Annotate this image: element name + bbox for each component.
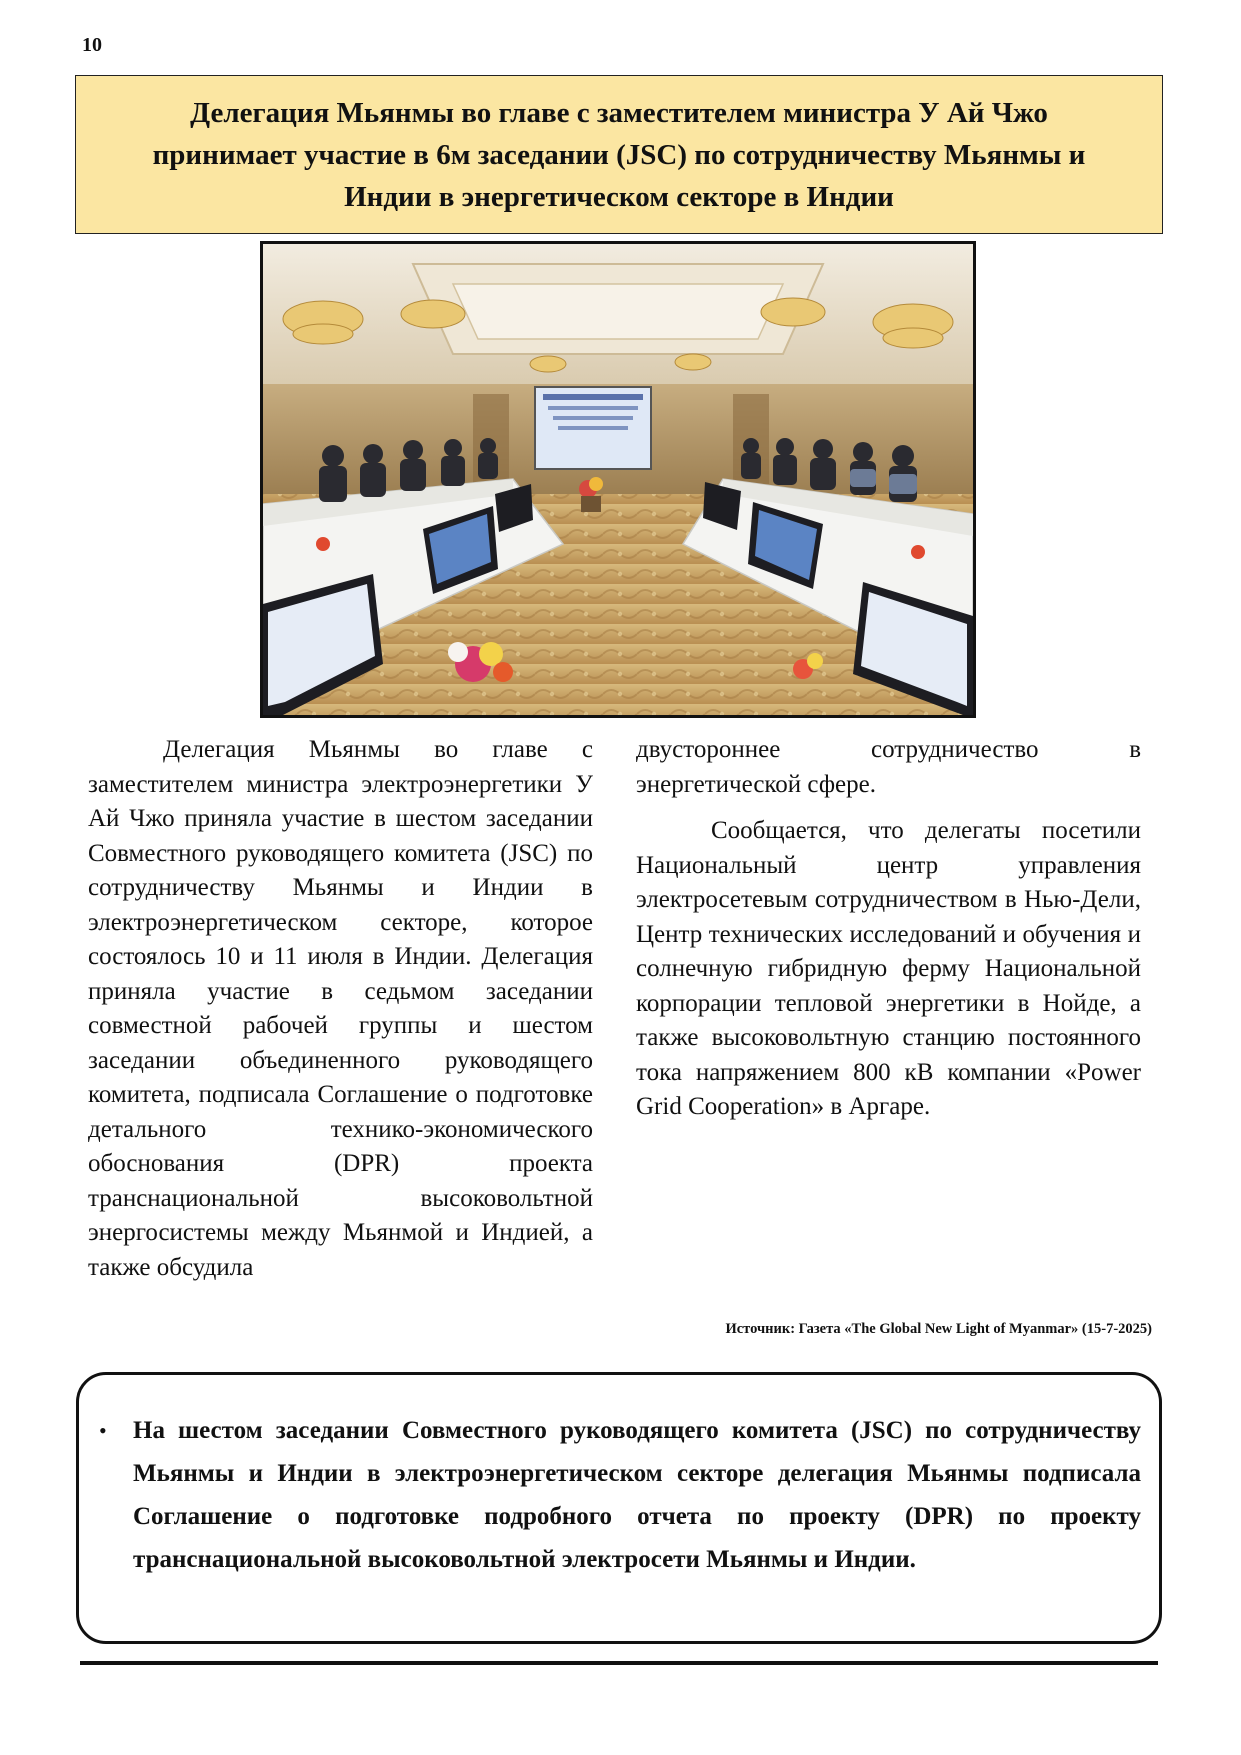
article-paragraph-2: Сообщается, что делегаты посетили Национальный центр управления электросетевым сотрудничеством в Нью-Дели, Центр технических исследований и обучения и солнечную гибридную ферму Национальной корпорации тепловой энергетики в Нойде, а также высоковольтную станцию постоянного тока напряжением 800 кВ компании «Power Grid Cooperation» в Аргаре. [636,817,1141,1120]
headline-box [75,75,1163,234]
article-right-column [636,733,1141,1125]
article-paragraph-1-continued: двустороннее сотрудничество в энергетической сфере. [636,736,1141,798]
page-number: 10 [82,34,102,56]
bullet-icon: • [99,1418,107,1443]
conference-photo [260,241,976,718]
summary-text: На шестом заседании Совместного руководящего комитета (JSC) по сотрудничеству Мьянмы и Индии в электроэнергетическом секторе делегация Мьянмы подписала Соглашение о подготовке подробного отчета по проекту (DPR) по проекту транснациональной высоковольтной электросети Мьянмы и Индии. [133,1417,1141,1573]
source-credit: Источник: Газета «The Global New Light of Myanmar» (15-7-2025) [725,1321,1152,1337]
conference-room-photo-icon [263,244,973,715]
bottom-divider [80,1661,1158,1665]
article-left-column [88,733,593,1285]
headline: Делегация Мьянмы во главе с заместителем министра У Ай Чжо принимает участие в 6м заседании (JSC) по сотрудничеству Мьянмы и Индии в энергетическом секторе в Индии [152,96,1086,213]
summary-box [76,1372,1162,1644]
article-paragraph-1: Делегация Мьянмы во главе с заместителем министра электроэнергетики У Ай Чжо приняла участие в шестом заседании Совместного руководящего комитета (JSC) по сотрудничеству Мьянмы и Индии в электроэнергетическом секторе, которое состоялось 10 и 11 июля в Индии. Делегация приняла участие в седьмом заседании совместной рабочей группы и шестом заседании объединенного руководящего комитета, подписала Соглашение о подготовке детального технико-экономического обоснования (DPR) проекта транснациональной высоковольтной энергосистемы между Мьянмой и Индией, а также обсудила [88,736,593,1281]
summary-bullet-item [97,1409,1141,1581]
